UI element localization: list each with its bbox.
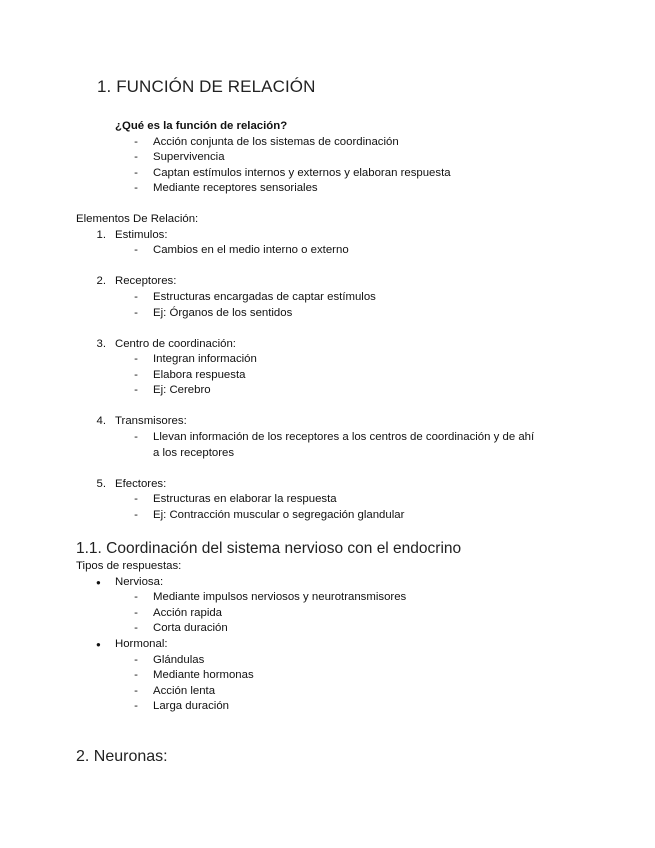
dash-marker: - [134,151,138,163]
question-item: Supervivencia [153,151,225,163]
element-item: Ej: Órganos de los sentidos [153,307,293,319]
dash-marker: - [134,136,138,148]
section-1-title: 1. FUNCIÓN DE RELACIÓN [97,77,316,96]
element-item: Elabora respuesta [153,369,246,381]
list-number: 3. [96,338,106,350]
dash-marker: - [134,685,138,697]
dash-marker: - [134,607,138,619]
response-item: Acción rapida [153,607,223,619]
list-number: 1. [96,229,106,241]
response-group-label: Nerviosa: [115,576,164,588]
question-item: Acción conjunta de los sistemas de coordinación [153,136,399,148]
dash-marker: - [134,291,138,303]
dash-marker: - [134,591,138,603]
dash-marker: - [134,622,138,634]
dash-marker: - [134,244,138,256]
list-number: 5. [96,478,106,490]
dash-marker: - [134,493,138,505]
response-item: Acción lenta [153,685,216,697]
dash-marker: - [134,669,138,681]
element-label: Efectores: [115,478,167,490]
response-group-label: Hormonal: [115,638,168,650]
dash-marker: - [134,700,138,712]
bullet-dot: ● [96,640,101,649]
response-item: Mediante hormonas [153,669,254,681]
element-item: Estructuras en elaborar la respuesta [153,493,337,505]
element-item: Cambios en el medio interno o externo [153,244,349,256]
element-item: Ej: Cerebro [153,384,211,396]
section-2-title: 2. Neuronas: [76,748,168,765]
section-1-1-title: 1.1. Coordinación del sistema nervioso con el endocrino [76,540,462,557]
response-item: Corta duración [153,622,228,634]
response-item: Larga duración [153,700,229,712]
responses-heading: Tipos de respuestas: [76,560,182,572]
bullet-dot: ● [96,578,101,587]
response-item: Mediante impulsos nerviosos y neurotransmisores [153,591,407,603]
elements-heading: Elementos De Relación: [76,213,199,225]
response-item: Glándulas [153,654,205,666]
element-item: Integran información [153,353,257,365]
dash-marker: - [134,307,138,319]
element-item: Ej: Contracción muscular o segregación glandular [153,509,405,521]
question-heading: ¿Qué es la función de relación? [115,120,288,132]
question-item: Mediante receptores sensoriales [153,182,318,194]
dash-marker: - [134,167,138,179]
element-item-continuation: a los receptores [153,447,235,459]
question-item: Captan estímulos internos y externos y elaboran respuesta [153,167,451,179]
element-label: Transmisores: [115,415,187,427]
list-number: 4. [96,415,106,427]
element-label: Estimulos: [115,229,168,241]
dash-marker: - [134,509,138,521]
dash-marker: - [134,431,138,443]
dash-marker: - [134,369,138,381]
element-item: Llevan información de los receptores a los centros de coordinación y de ahí [153,431,535,443]
dash-marker: - [134,654,138,666]
dash-marker: - [134,353,138,365]
dash-marker: - [134,384,138,396]
element-label: Centro de coordinación: [115,338,236,350]
element-item: Estructuras encargadas de captar estímulos [153,291,376,303]
dash-marker: - [134,182,138,194]
element-label: Receptores: [115,275,177,287]
list-number: 2. [96,275,106,287]
